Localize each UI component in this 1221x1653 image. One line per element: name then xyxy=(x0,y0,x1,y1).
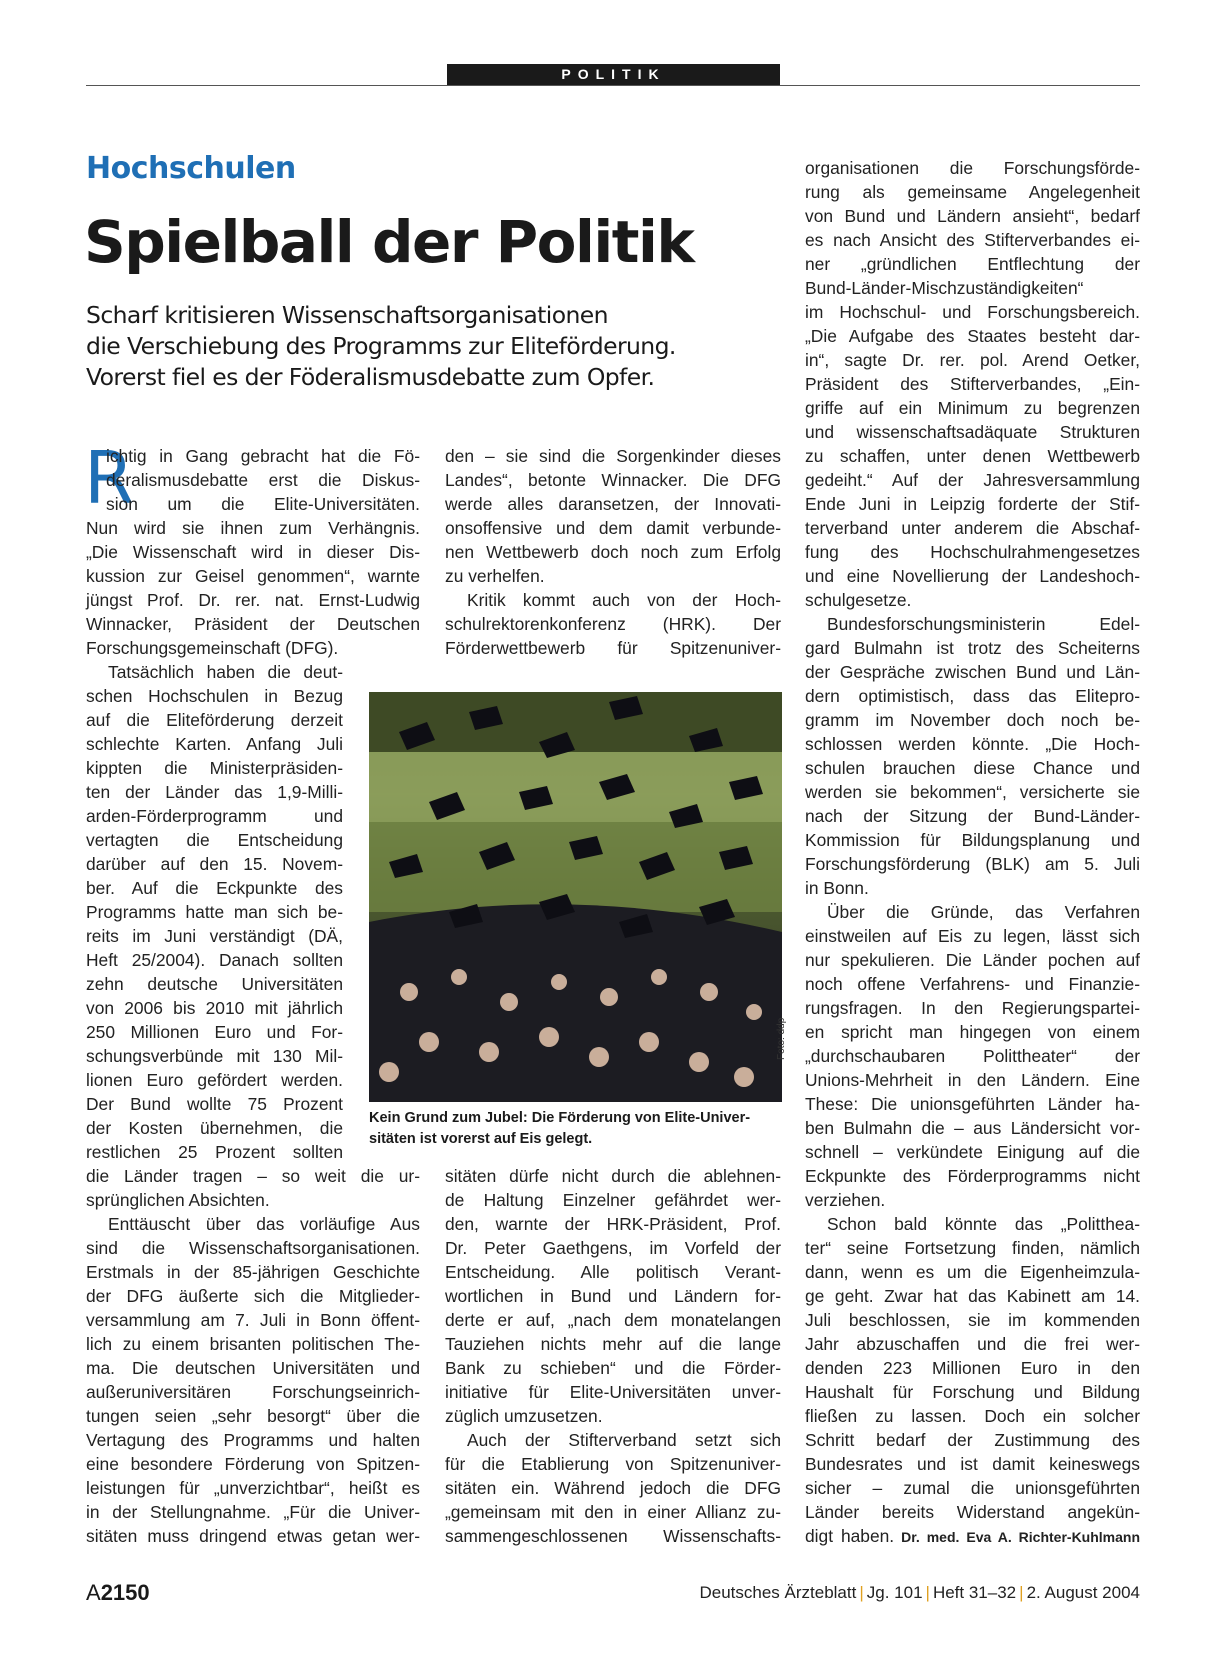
text-line: Präsident des Stifterverbandes, „Ein- xyxy=(805,374,1140,394)
text-line: Bundesrates und ist damit keineswegs xyxy=(805,1454,1140,1474)
text-line: organisationen die Forschungsförde- xyxy=(805,158,1140,178)
text-line: werde alles daransetzen, der Innovati- xyxy=(445,494,781,514)
page-footer xyxy=(86,1580,1140,1610)
caption-line: sitäten ist vorerst auf Eis gelegt. xyxy=(369,1131,593,1147)
text-line: Ende Juni in Leipzig forderte der Stif- xyxy=(805,494,1140,514)
text-line: verziehen. xyxy=(805,1190,886,1210)
text-line: Auch der Stifterverband setzt sich xyxy=(467,1430,781,1450)
text-line: in Bonn. xyxy=(805,878,869,898)
text-line: terverband unter anderem die Abschaf- xyxy=(805,518,1140,538)
text-line: kussion zur Geisel genommen“, warnte xyxy=(86,566,420,586)
text-line: arden-Förderprogramm und xyxy=(86,806,343,826)
text-line: im Hochschul- und Forschungsbereich. xyxy=(805,302,1140,322)
lead-line: Vorerst fiel es der Föderalismusdebatte zum Opfer. xyxy=(86,363,655,391)
text-line: den, warnte der HRK-Präsident, Prof. xyxy=(445,1214,781,1234)
text-line: den – sie sind die Sorgenkinder dieses xyxy=(445,446,781,466)
text-line: schungsverbünde mit 130 Mil- xyxy=(86,1046,343,1066)
text-line: Programms hatte man sich be- xyxy=(86,902,343,922)
text-line: dann, wenn es um die Eigenheimzula- xyxy=(805,1262,1140,1282)
publication-date: 2. August 2004 xyxy=(1026,1583,1140,1602)
text-line: Schritt bedarf der Zustimmung des xyxy=(805,1430,1140,1450)
text-line: Länder bereits Widerstand angekün- xyxy=(805,1502,1140,1522)
text-line: der DFG äußerte sich die Mitglieder- xyxy=(86,1286,420,1306)
text-line: ber. Auf die Eckpunkte des xyxy=(86,878,343,898)
text-line: werden sie bekommen“, versicherte sie xyxy=(805,782,1140,802)
text-line: Eckpunkte des Förderprogramms nicht xyxy=(805,1166,1140,1186)
text-line: auf die Eliteförderung derzeit xyxy=(86,710,343,730)
text-line: denden 223 Millionen Euro in den xyxy=(805,1358,1140,1378)
text-line: digt haben. Dr. med. Eva A. Richter-Kuhlmann xyxy=(805,1526,1141,1546)
text-line: sitäten ein. Während jedoch die DFG xyxy=(445,1478,781,1498)
text-line: „Die Aufgabe des Staates besteht dar- xyxy=(805,326,1140,346)
text-line: Winnacker, Präsident der Deutschen xyxy=(86,614,420,634)
text-line: schnell – verkündete Einigung auf die xyxy=(805,1142,1140,1162)
text-line: gedeiht.“ Auf der Jahresversammlung xyxy=(805,470,1140,490)
text-line: „Die Wissenschaft wird in dieser Dis- xyxy=(86,542,420,562)
text-line: Der Bund wollte 75 Prozent xyxy=(86,1094,343,1114)
column-2-bottom xyxy=(445,1164,781,1548)
publication-name: Deutsches Ärzteblatt xyxy=(699,1583,857,1602)
text-line: schlossen werden könnte. „Die Hoch- xyxy=(805,734,1140,754)
text-line: These: Die unionsgeführten Länder ha- xyxy=(805,1094,1140,1114)
text-line: fung des Hochschulrahmengesetzes xyxy=(805,542,1140,562)
text-line: Forschungsgemeinschaft (DFG). xyxy=(86,638,339,658)
text-line: schulrektorenkonferenz (HRK). Der xyxy=(445,614,781,634)
text-line: in der Stellungnahme. „Für die Univer- xyxy=(86,1502,420,1522)
text-line: nach der Sitzung der Bund-Länder- xyxy=(805,806,1140,826)
text-line: dern optimistisch, dass das Elitepro- xyxy=(805,686,1140,706)
photo-credit: Foto: ddp xyxy=(776,1017,787,1060)
text-line: zu verhelfen. xyxy=(445,566,545,586)
text-line: ge geht. Zwar hat das Kabinett am 14. xyxy=(805,1286,1140,1306)
text-line: kippten die Ministerpräsiden- xyxy=(86,758,343,778)
author-byline: Dr. med. Eva A. Richter-Kuhlmann xyxy=(894,1529,1141,1545)
text-line: außeruniversitären Forschungseinrich- xyxy=(86,1382,420,1402)
section-label: POLITIK xyxy=(447,64,780,85)
publication-issue: Heft 31–32 xyxy=(932,1583,1017,1602)
text-line: Über die Gründe, das Verfahren xyxy=(827,902,1140,922)
text-line: sion um die Elite-Universitäten. xyxy=(106,494,420,514)
text-line: en spricht man hingegen von einem xyxy=(805,1022,1140,1042)
text-line: versammlung am 7. Juli in Bonn öffent- xyxy=(86,1310,420,1330)
text-line: rung als gemeinsame Angelegenheit xyxy=(805,182,1140,202)
kicker: Hochschulen xyxy=(86,151,296,186)
text-line: gramm im November doch noch be- xyxy=(805,710,1140,730)
text-line: lionen Euro gefördert werden. xyxy=(86,1070,343,1090)
column-3 xyxy=(805,156,1140,1548)
text-line: Haushalt für Forschung und Bildung xyxy=(805,1382,1140,1402)
text-line: wortlichen in Bund und Ländern for- xyxy=(445,1286,781,1306)
text-line: der Kosten übernehmen, die xyxy=(86,1118,343,1138)
text-line: eine besondere Förderung von Spitzen- xyxy=(86,1454,420,1474)
text-line: Förderwettbewerb für Spitzenuniver- xyxy=(445,638,781,658)
text-line: Erstmals in der 85-jährigen Geschichte xyxy=(86,1262,420,1282)
page-number-value: 2150 xyxy=(100,1580,150,1605)
text-line: Entscheidung. Alle politisch Verant- xyxy=(445,1262,781,1282)
text-line: deralismusdebatte erst die Diskus- xyxy=(106,470,420,490)
drop-cap: R xyxy=(84,436,135,520)
text-line: Jahr abzuschaffen und die frei wer- xyxy=(805,1334,1140,1354)
text-line: restlichen 25 Prozent sollten xyxy=(86,1142,343,1162)
publication-info: Deutsches Ärzteblatt | Jg. 101 | Heft 31–32 | 2. August 2004 xyxy=(699,1583,1140,1602)
text-line: Bank zu schieben“ und die Förder- xyxy=(445,1358,781,1378)
text-line: es nach Ansicht des Stifterverbandes ei- xyxy=(805,230,1140,250)
text-line: ben Bulmahn die – aus Ländersicht vor- xyxy=(805,1118,1140,1138)
text-line: züglich umzusetzen. xyxy=(445,1406,603,1426)
text-line: die Länder tragen – so weit die ur- xyxy=(86,1166,420,1186)
text-line: darüber auf den 15. Novem- xyxy=(86,854,343,874)
text-line: „durchschaubaren Polittheater“ der xyxy=(805,1046,1140,1066)
text-line: Enttäuscht über das vorläufige Aus xyxy=(108,1214,420,1234)
publication-volume: Jg. 101 xyxy=(866,1583,923,1602)
text-line: sind die Wissenschaftsorganisationen. xyxy=(86,1238,420,1258)
column-2-top xyxy=(445,444,781,660)
text-line: Bund-Länder-Mischzuständigkeiten“ xyxy=(805,278,1084,298)
text-line: sammengeschlossenen Wissenschafts- xyxy=(445,1526,781,1546)
photo-caption xyxy=(369,1108,782,1150)
text-line: und eine Novellierung der Landeshoch- xyxy=(805,566,1140,586)
text-line: von 2006 bis 2010 mit jährlich xyxy=(86,998,343,1018)
text-line: jüngst Prof. Dr. rer. nat. Ernst-Ludwig xyxy=(86,590,420,610)
text-line: schulen brauchen diese Chance und xyxy=(805,758,1140,778)
text-line: ten der Länder das 1,9-Milli- xyxy=(86,782,343,802)
text-line: rungsfragen. In den Regierungspartei- xyxy=(805,998,1140,1018)
text-line: ichtig in Gang gebracht hat die Fö- xyxy=(106,446,420,466)
text-line: Bundesforschungsministerin Edel- xyxy=(827,614,1140,634)
page-number xyxy=(86,1580,150,1606)
page-prefix: A xyxy=(86,1580,101,1605)
text-line: zu schaffen, unter denen Wettbewerb xyxy=(805,446,1140,466)
text-line: Nun wird sie ihnen zum Verhängnis. xyxy=(86,518,420,538)
text-line: vertagten die Entscheidung xyxy=(86,830,343,850)
text-line: ma. Die deutschen Universitäten und xyxy=(86,1358,420,1378)
text-line: ner „gründlichen Entflechtung der xyxy=(805,254,1140,274)
text-line: nen Wettbewerb doch noch zum Erfolg xyxy=(445,542,781,562)
text-line: de Haltung Einzelner gefährdet wer- xyxy=(445,1190,781,1210)
text-line: gard Bulmahn ist trotz des Scheiterns xyxy=(805,638,1140,658)
text-line: lich zu einem brisanten politischen The- xyxy=(86,1334,420,1354)
text-line: schlechte Karten. Anfang Juli xyxy=(86,734,343,754)
text-line: sicher – zumal die unionsgeführten xyxy=(805,1478,1140,1498)
text-line: Unions-Mehrheit in den Ländern. Eine xyxy=(805,1070,1140,1090)
text-line: in“, sagte Dr. rer. pol. Arend Oetker, xyxy=(805,350,1140,370)
text-line: sitäten dürfe nicht durch die ablehnen- xyxy=(445,1166,781,1186)
column-1-top xyxy=(84,436,420,660)
lead-paragraph xyxy=(86,300,726,393)
text-line: Tauziehen nichts mehr auf die lange xyxy=(445,1334,781,1354)
headline: Spielball der Politik xyxy=(84,208,694,276)
text-line: leistungen für „unverzichtbar“, heißt es xyxy=(86,1478,420,1498)
text-line: initiative für Elite-Universitäten unver- xyxy=(445,1382,781,1402)
text-line: der Gespräche zwischen Bund und Län- xyxy=(805,662,1140,682)
text-line: Heft 25/2004). Danach sollten xyxy=(86,950,343,970)
column-1-narrow xyxy=(86,660,343,1164)
text-line: griffe auf ein Minimum zu begrenzen xyxy=(805,398,1140,418)
text-line: fließen zu lassen. Doch ein solcher xyxy=(805,1406,1140,1426)
text-line: nur spekulieren. Die Länder pochen auf xyxy=(805,950,1140,970)
text-line: Landes“, betonte Winnacker. Die DFG xyxy=(445,470,781,490)
text-line: sprünglichen Absichten. xyxy=(86,1190,270,1210)
text-line: Juli beschlossen, sie im kommenden xyxy=(805,1310,1140,1330)
text-line: schen Hochschulen in Bezug xyxy=(86,686,343,706)
text-line: derte er auf, „nach dem monatelangen xyxy=(445,1310,781,1330)
column-1-bottom xyxy=(86,1164,420,1548)
graduation-photo xyxy=(369,692,782,1102)
text-line: 250 Millionen Euro und For- xyxy=(86,1022,343,1042)
text-line: einstweilen auf Eis zu legen, lässt sich xyxy=(805,926,1140,946)
text-line: für die Etablierung von Spitzenuniver- xyxy=(445,1454,781,1474)
text-line: Schon bald könnte das „Polittheа- xyxy=(827,1214,1140,1234)
text-line: sitäten muss dringend etwas getan wer- xyxy=(86,1526,420,1546)
text-line: ter“ seine Fortsetzung finden, nämlich xyxy=(805,1238,1140,1258)
caption-line: Kein Grund zum Jubel: Die Förderung von Elite-Univer- xyxy=(369,1110,751,1126)
text-line: Forschungsförderung (BLK) am 5. Juli xyxy=(805,854,1140,874)
text-line: schulgesetze. xyxy=(805,590,912,610)
text-line: onsoffensive und dem damit verbunde- xyxy=(445,518,781,538)
text-line: Kommission für Bildungsplanung und xyxy=(805,830,1140,850)
graduation-photo-image xyxy=(369,692,782,1102)
text-line: noch offene Verfahrens- und Finanzie- xyxy=(805,974,1140,994)
text-line: und wissenschaftsadäquate Strukturen xyxy=(805,422,1140,442)
text-line: „gemeinsam mit den in einer Allianz zu- xyxy=(445,1502,781,1522)
lead-line: Scharf kritisieren Wissenschaftsorganisationen xyxy=(86,301,608,329)
text-line: von Bund und Ländern ansieht“, bedarf xyxy=(805,206,1140,226)
text-line: Vertagung des Programms und halten xyxy=(86,1430,420,1450)
text-line: Tatsächlich haben die deut- xyxy=(108,662,343,682)
text-line: reits im Juni verständigt (DÄ, xyxy=(86,926,343,946)
text-line: zehn deutsche Universitäten xyxy=(86,974,343,994)
text-line: Kritik kommt auch von der Hoch- xyxy=(467,590,781,610)
text-line: tungen seien „sehr besorgt“ über die xyxy=(86,1406,420,1426)
lead-line: die Verschiebung des Programms zur Eliteförderung. xyxy=(86,332,676,360)
section-divider xyxy=(86,85,1140,86)
text-line: Dr. Peter Gaethgens, im Vorfeld der xyxy=(445,1238,781,1258)
